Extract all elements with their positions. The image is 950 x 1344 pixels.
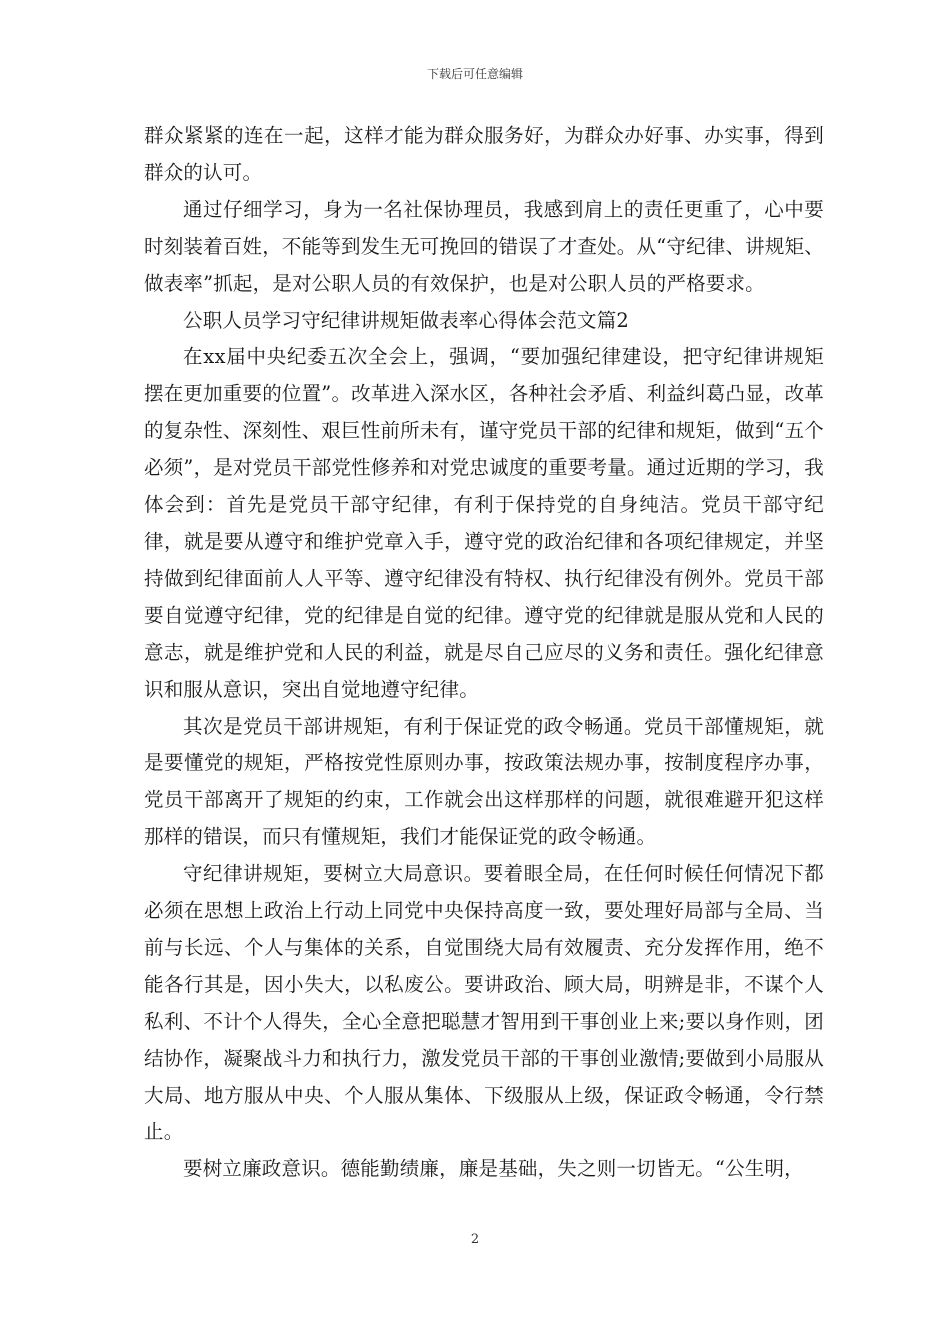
document-body bbox=[144, 118, 824, 1188]
paragraph: 其次是党员干部讲规矩，有利于保证党的政令畅通。党员干部懂规矩，就是要懂党的规矩，严格按党性原则办事，按政策法规办事，按制度程序办事，党员干部离开了规矩的约束，工作就会出这样那样的问题，就很难避开犯这样那样的错误，而只有懂规矩，我们才能保证党的政令畅通。 bbox=[144, 714, 824, 849]
paragraph: 在xx届中央纪委五次全会上，强调，“要加强纪律建设，把守纪律讲规矩摆在更加重要的位置”。改革进入深水区，各种社会矛盾、利益纠葛凸显，改革的复杂性、深刻性、艰巨性前所未有，谨守党员干部的纪律和规矩，做到“五个必须”，是对党员干部党性修养和对党忠诚度的重要考量。通过近期的学习，我体会到：首先是党员干部守纪律，有利于保持党的自身纯洁。党员干部守纪律，就是要从遵守和维护党章入手，遵守党的政治纪律和各项纪律规定，并坚持做到纪律面前人人平等、遵守纪律没有特权、执行纪律没有例外。党员干部要自觉遵守纪律，党的纪律是自觉的纪律。遵守党的纪律就是服从党和人民的意志，就是维护党和人民的利益，就是尽自己应尽的义务和责任。强化纪律意识和服从意识，突出自觉地遵守纪律。 bbox=[144, 345, 824, 701]
paragraph: 守纪律讲规矩，要树立大局意识。要着眼全局，在任何时候任何情况下都必须在思想上政治上行动上同党中央保持高度一致，要处理好局部与全局、当前与长远、个人与集体的关系，自觉围绕大局有效履责、充分发挥作用，绝不能各行其是，因小失大，以私废公。要讲政治、顾大局，明辨是非，不谋个人私利、不计个人得失，全心全意把聪慧才智用到干事创业上来;要以身作则，团结协作，凝聚战斗力和执行力，激发党员干部的干事创业激情;要做到小局服从大局、地方服从中央、个人服从集体、下级服从上级，保证政令畅通，令行禁止。 bbox=[144, 862, 824, 1144]
page-header: 下载后可任意编辑 bbox=[426, 67, 523, 81]
section-title: 公职人员学习守纪律讲规矩做表率心得体会范文篇2 bbox=[183, 308, 630, 332]
page-number: 2 bbox=[470, 1232, 480, 1247]
paragraph-continuation: 群众紧紧的连在一起，这样才能为群众服务好，为群众办好事、办实事，得到群众的认可。 bbox=[144, 124, 824, 184]
paragraph: 通过仔细学习，身为一名社保协理员，我感到肩上的责任更重了，心中要时刻装着百姓，不能等到发生无可挽回的错误了才查处。从“守纪律、讲规矩、做表率”抓起，是对公职人员的有效保护，也是对公职人员的严格要求。 bbox=[144, 197, 824, 295]
paragraph: 要树立廉政意识。德能勤绩廉，廉是基础，失之则一切皆无。“公生明， bbox=[183, 1157, 804, 1181]
